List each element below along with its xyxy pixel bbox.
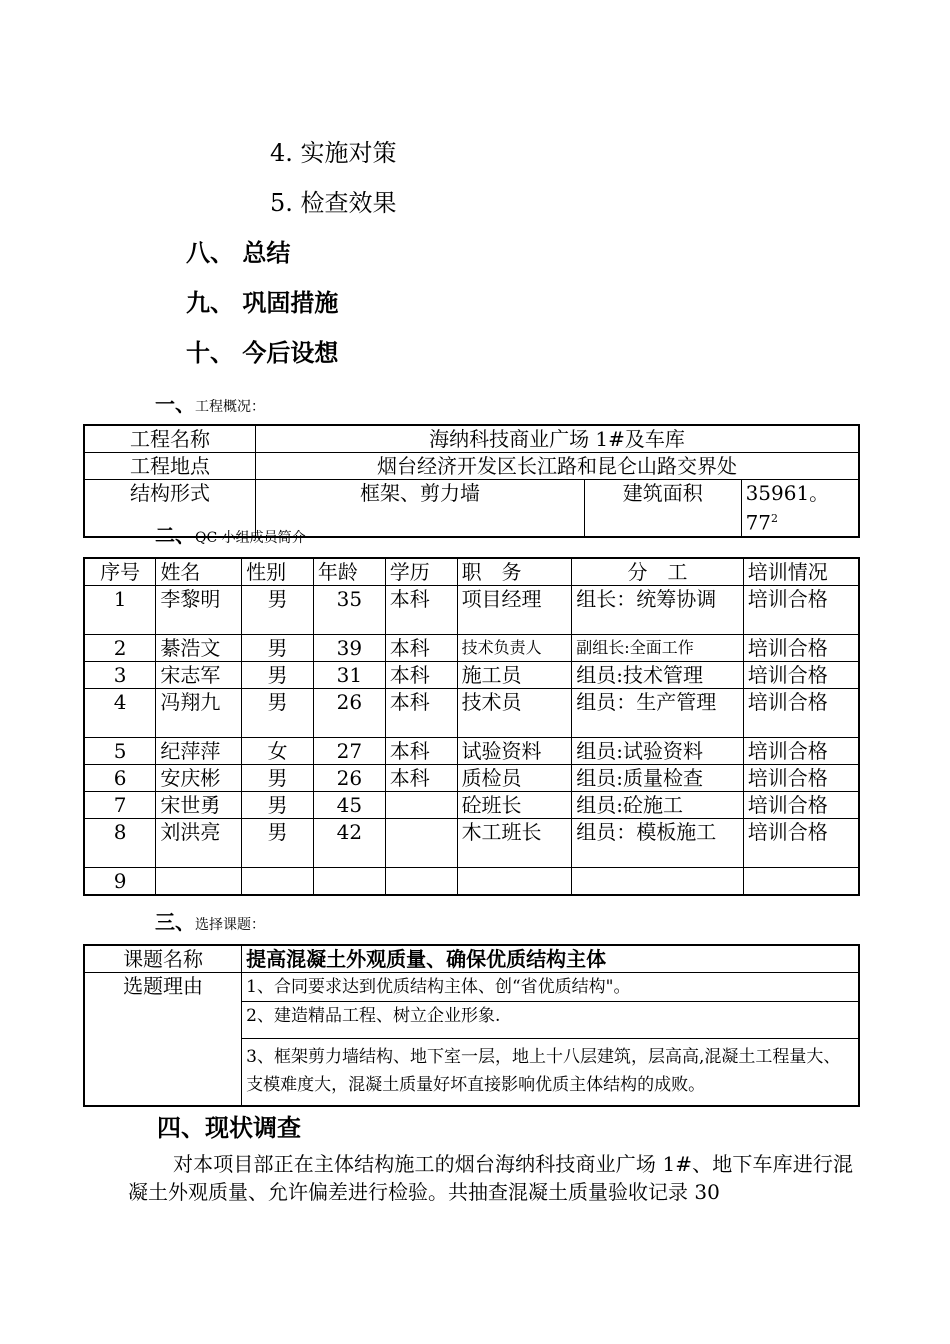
status-survey-paragraph: 对本项目部正在主体结构施工的烟台海纳科技商业广场 1#、地下车库进行混凝土外观质量、允许偏差进行检验。共抽查混凝土质量验收记录 30 [128, 1152, 853, 1204]
heading-future-plans: 十、 今后设想 [186, 338, 339, 367]
table-cell: 27 [313, 738, 385, 765]
table-row [84, 425, 859, 453]
table-cell: 组员:砼施工 [572, 792, 744, 819]
table-cell: 本科 [385, 635, 457, 662]
table-cell: 木工班长 [457, 819, 572, 868]
heading-summary: 八、 总结 [186, 238, 291, 267]
table-cell: 培训合格 [743, 765, 859, 792]
table-cell [156, 868, 242, 896]
heading-consolidation: 九、 巩固措施 [186, 288, 339, 317]
table-cell: 女 [242, 738, 314, 765]
table-cell: 组员:技术管理 [572, 662, 744, 689]
table-cell: 本科 [385, 689, 457, 738]
table-cell [242, 868, 314, 896]
table-cell: 宋志军 [156, 662, 242, 689]
section2-label: QC 小组成员简介 [195, 530, 306, 546]
qc-members-table [83, 557, 860, 896]
table-cell: 45 [313, 792, 385, 819]
column-header: 学历 [385, 558, 457, 586]
column-header: 序号 [84, 558, 156, 586]
table-row [84, 635, 859, 662]
topic-reason-1: 1、合同要求达到优质结构主体、创“省优质结构"。 [242, 973, 859, 1002]
section3-number: 三、 [155, 910, 195, 934]
table-cell: 4 [84, 689, 156, 738]
section1-label: 工程概况： [195, 399, 265, 415]
table-cell [457, 868, 572, 896]
table-row [84, 453, 859, 480]
table-cell: 本科 [385, 738, 457, 765]
column-header: 性别 [242, 558, 314, 586]
building-area-label: 建筑面积 [585, 480, 742, 537]
section2-number: 二、 [155, 523, 195, 547]
outline-item-4: 4. 实施对策 [270, 139, 397, 167]
table-cell: 宋世勇 [156, 792, 242, 819]
project-name-label: 工程名称 [84, 425, 256, 453]
table-cell: 42 [313, 819, 385, 868]
table-cell: 3 [84, 662, 156, 689]
table-cell: 技术员 [457, 689, 572, 738]
table-cell: 培训合格 [743, 738, 859, 765]
table-row [84, 586, 859, 635]
table-cell: 安庆彬 [156, 765, 242, 792]
table-cell: 项目经理 [457, 586, 572, 635]
table-row [84, 945, 859, 973]
table-cell: 组员:试验资料 [572, 738, 744, 765]
section1-title [155, 388, 265, 417]
table-cell: 5 [84, 738, 156, 765]
table-row [84, 662, 859, 689]
table-cell: 2 [84, 635, 156, 662]
table-cell: 组长：统筹协调 [572, 586, 744, 635]
project-site-value: 烟台经济开发区长江路和昆仑山路交界处 [256, 453, 860, 480]
table-cell: 男 [242, 689, 314, 738]
table-header-row [84, 558, 859, 586]
section3-label: 选择课题： [195, 917, 265, 933]
table-cell [385, 868, 457, 896]
table-cell: 试验资料 [457, 738, 572, 765]
table-cell: 技术负责人 [457, 635, 572, 662]
outline-item-5: 5. 检查效果 [270, 189, 397, 217]
table-cell [313, 868, 385, 896]
table-cell: 刘洪亮 [156, 819, 242, 868]
table-row [84, 689, 859, 738]
table-cell: 綦浩文 [156, 635, 242, 662]
table-row [84, 738, 859, 765]
table-cell: 男 [242, 586, 314, 635]
structure-type-value: 框架、剪力墙 [256, 480, 585, 537]
column-header: 分 工 [572, 558, 744, 586]
table-cell: 9 [84, 868, 156, 896]
section1-number: 一、 [155, 392, 195, 416]
project-name-value: 海纳科技商业广场 1#及车库 [256, 425, 860, 453]
table-cell [572, 868, 744, 896]
structure-type-label: 结构形式 [84, 480, 256, 537]
table-cell: 26 [313, 765, 385, 792]
table-cell: 培训合格 [743, 635, 859, 662]
section2-title [155, 519, 306, 548]
table-cell: 本科 [385, 765, 457, 792]
column-header: 年龄 [313, 558, 385, 586]
table-cell: 副组长:全面工作 [572, 635, 744, 662]
table-cell: 培训合格 [743, 689, 859, 738]
table-cell: 李黎明 [156, 586, 242, 635]
table-cell: 组员：生产管理 [572, 689, 744, 738]
table-cell: 培训合格 [743, 792, 859, 819]
table-cell: 本科 [385, 662, 457, 689]
table-cell: 男 [242, 765, 314, 792]
table-cell: 组员:质量检查 [572, 765, 744, 792]
table-row [84, 792, 859, 819]
table-cell: 男 [242, 819, 314, 868]
table-row [84, 765, 859, 792]
topic-name-value: 提高混凝土外观质量、确保优质结构主体 [242, 945, 859, 973]
table-cell: 26 [313, 689, 385, 738]
table-cell: 6 [84, 765, 156, 792]
table-row [84, 868, 859, 896]
topic-reason-3: 3、框架剪力墙结构、地下室一层，地上十八层建筑，层高高,混凝土工程量大、支模难度大，混凝土质量好坏直接影响优质主体结构的成败。 [242, 1039, 859, 1107]
building-area-cell [741, 480, 859, 537]
table-cell: 1 [84, 586, 156, 635]
section3-title [155, 906, 265, 935]
table-cell: 男 [242, 792, 314, 819]
topic-name-label: 课题名称 [84, 945, 242, 973]
table-cell: 男 [242, 635, 314, 662]
column-header: 姓名 [156, 558, 242, 586]
table-row [84, 819, 859, 868]
table-cell: 35 [313, 586, 385, 635]
heading-status-survey: 四、现状调查 [157, 1113, 301, 1142]
project-site-label: 工程地点 [84, 453, 256, 480]
table-cell [385, 792, 457, 819]
topic-reason-label: 选题理由 [84, 973, 242, 1107]
table-cell: 组员：模板施工 [572, 819, 744, 868]
table-cell: 39 [313, 635, 385, 662]
table-cell: 培训合格 [743, 662, 859, 689]
table-cell: 31 [313, 662, 385, 689]
building-area-unit-sup: 2 [771, 512, 779, 525]
table-cell [743, 868, 859, 896]
table-cell: 砼班长 [457, 792, 572, 819]
table-cell: 本科 [385, 586, 457, 635]
table-cell: 培训合格 [743, 819, 859, 868]
topic-reason-2: 2、建造精品工程、树立企业形象. [242, 1002, 859, 1039]
column-header: 职 务 [457, 558, 572, 586]
table-cell: 男 [242, 662, 314, 689]
table-cell: 培训合格 [743, 586, 859, 635]
table-cell: 冯翔九 [156, 689, 242, 738]
table-cell: 8 [84, 819, 156, 868]
column-header: 培训情况 [743, 558, 859, 586]
table-cell: 施工员 [457, 662, 572, 689]
building-area-value: 35961。77 [745, 481, 830, 535]
table-cell: 质检员 [457, 765, 572, 792]
table-cell [385, 819, 457, 868]
table-cell: 7 [84, 792, 156, 819]
topic-selection-table [83, 944, 860, 1107]
table-cell: 纪萍萍 [156, 738, 242, 765]
table-row [84, 973, 859, 1002]
